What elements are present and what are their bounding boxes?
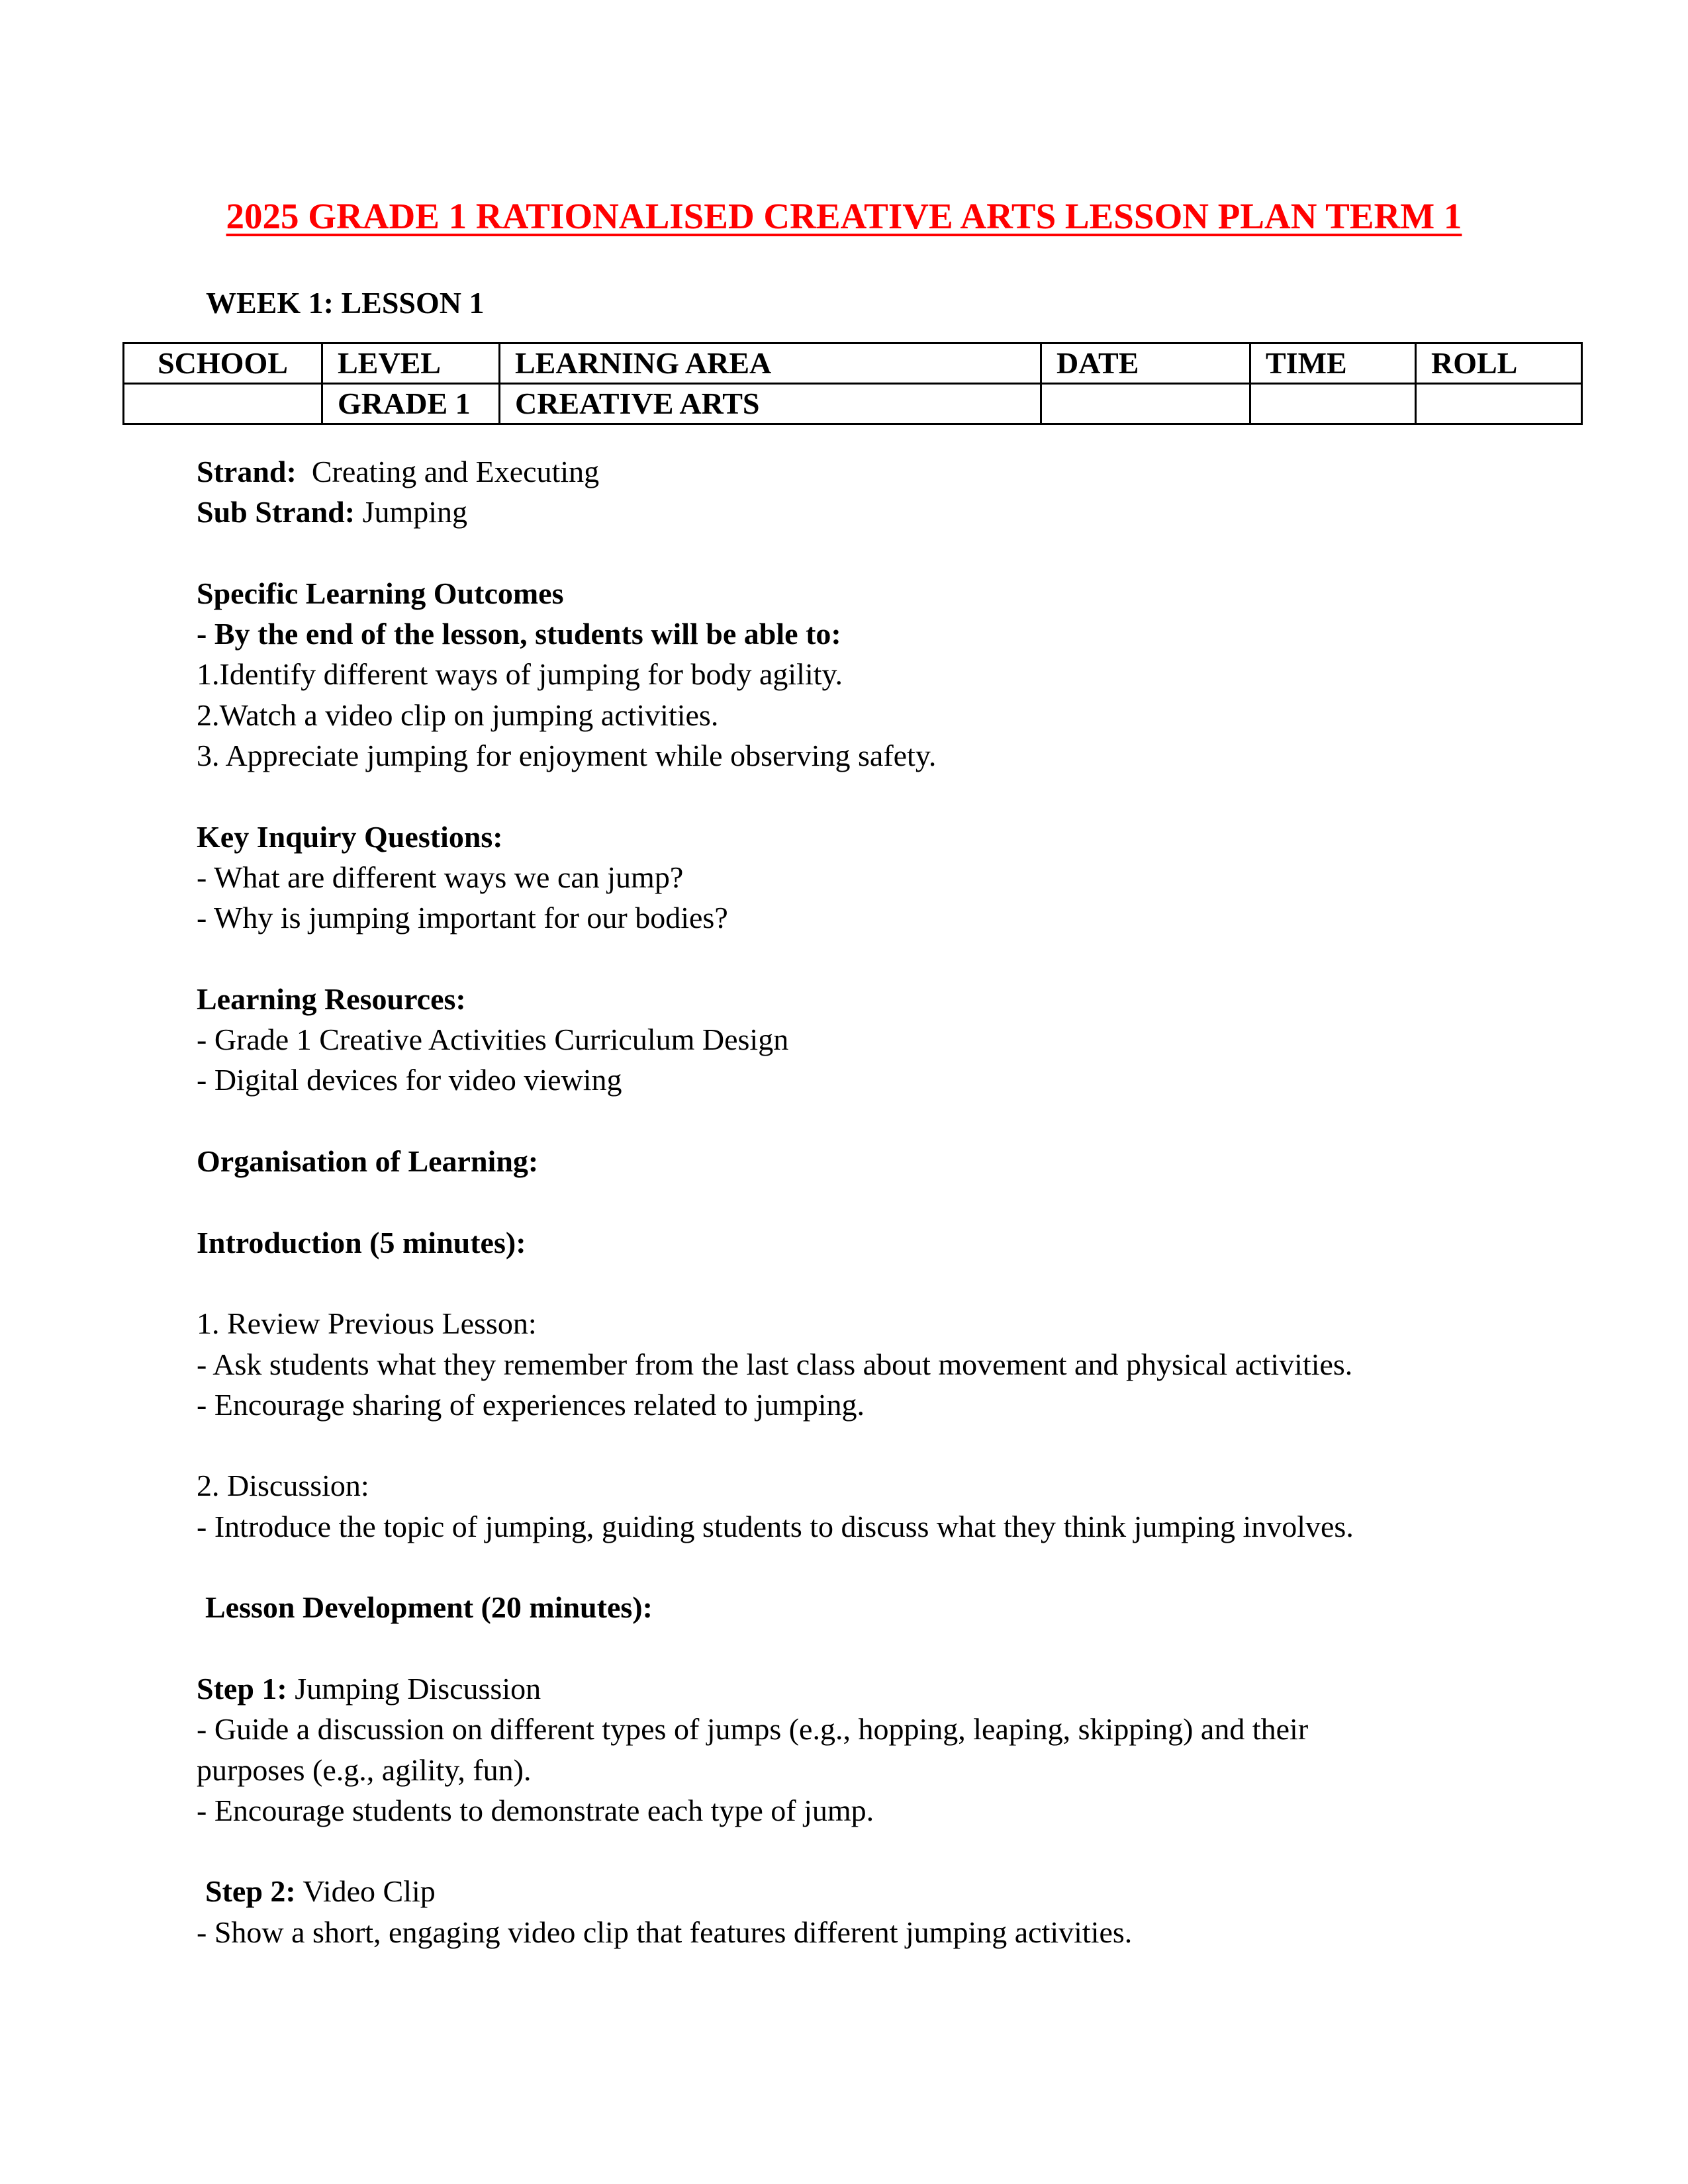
table-cell-school (124, 384, 322, 424)
list-item: - What are different ways we can jump? (197, 860, 684, 894)
strand-label: Strand: (197, 455, 297, 488)
list-item: 3. Appreciate jumping for enjoyment while observing safety. (197, 739, 937, 773)
step2-line (197, 1871, 1521, 1911)
table-header-cell: SCHOOL (124, 343, 322, 384)
week-lesson-heading: WEEK 1: LESSON 1 (206, 286, 485, 320)
list-item: - Encourage sharing of experiences related to jumping. (197, 1387, 865, 1422)
inquiry-heading: Key Inquiry Questions: (197, 819, 503, 854)
list-item: - Ask students what they remember from the last class about movement and physical activities. (197, 1347, 1353, 1381)
table-cell-learning-area: CREATIVE ARTS (500, 384, 1041, 424)
discussion-title: 2. Discussion: (197, 1469, 369, 1503)
sub-strand-line (197, 492, 1521, 532)
lesson-info-table (122, 342, 1583, 425)
development-heading: Lesson Development (20 minutes): (205, 1590, 653, 1625)
step1-title: Jumping Discussion (295, 1671, 541, 1706)
list-item: - Show a short, engaging video clip that features different jumping activities. (197, 1915, 1133, 1949)
list-item: 2.Watch a video clip on jumping activities. (197, 698, 719, 732)
list-item: - Digital devices for video viewing (197, 1063, 622, 1097)
table-cell-date (1041, 384, 1250, 424)
organisation-heading: Organisation of Learning: (197, 1144, 539, 1179)
list-item: 1.Identify different ways of jumping for body agility. (197, 657, 843, 692)
table-header-cell: DATE (1041, 343, 1250, 384)
strand-value: Creating and Executing (311, 455, 600, 488)
sub-strand-label: Sub Strand: (197, 495, 355, 529)
resources-heading: Learning Resources: (197, 981, 466, 1016)
lesson-body (197, 451, 1521, 1952)
step1-label: Step 1: (197, 1671, 287, 1706)
sub-strand-value: Jumping (362, 495, 468, 529)
outcomes-heading: Specific Learning Outcomes (197, 576, 564, 610)
table-cell-time (1250, 384, 1416, 424)
table-header-cell: LEVEL (322, 343, 500, 384)
review-title: 1. Review Previous Lesson: (197, 1306, 537, 1341)
strand-line (197, 451, 1521, 492)
table-row (124, 384, 1582, 424)
list-item: - Introduce the topic of jumping, guiding students to discuss what they think jumping involves. (197, 1509, 1354, 1543)
list-item: - Grade 1 Creative Activities Curriculum Design (197, 1023, 789, 1057)
table-header-cell: ROLL (1416, 343, 1582, 384)
outcomes-intro: - By the end of the lesson, students will be able to: (197, 617, 841, 651)
step1-line (197, 1668, 1521, 1709)
page-title: 2025 GRADE 1 RATIONALISED CREATIVE ARTS LESSON PLAN TERM 1 (226, 196, 1462, 236)
table-header-cell: TIME (1250, 343, 1416, 384)
step2-title: Video Clip (303, 1874, 436, 1909)
table-cell-roll (1416, 384, 1582, 424)
list-item: purposes (e.g., agility, fun). (197, 1752, 532, 1787)
table-header-cell: LEARNING AREA (500, 343, 1041, 384)
list-item: - Encourage students to demonstrate each type of jump. (197, 1793, 874, 1827)
step2-label: Step 2: (205, 1874, 296, 1909)
table-cell-level: GRADE 1 (322, 384, 500, 424)
list-item: - Why is jumping important for our bodies? (197, 901, 728, 935)
table-header-row (124, 343, 1582, 384)
list-item: - Guide a discussion on different types of jumps (e.g., hopping, leaping, skipping) and their (197, 1712, 1309, 1747)
introduction-heading: Introduction (5 minutes): (197, 1225, 526, 1259)
